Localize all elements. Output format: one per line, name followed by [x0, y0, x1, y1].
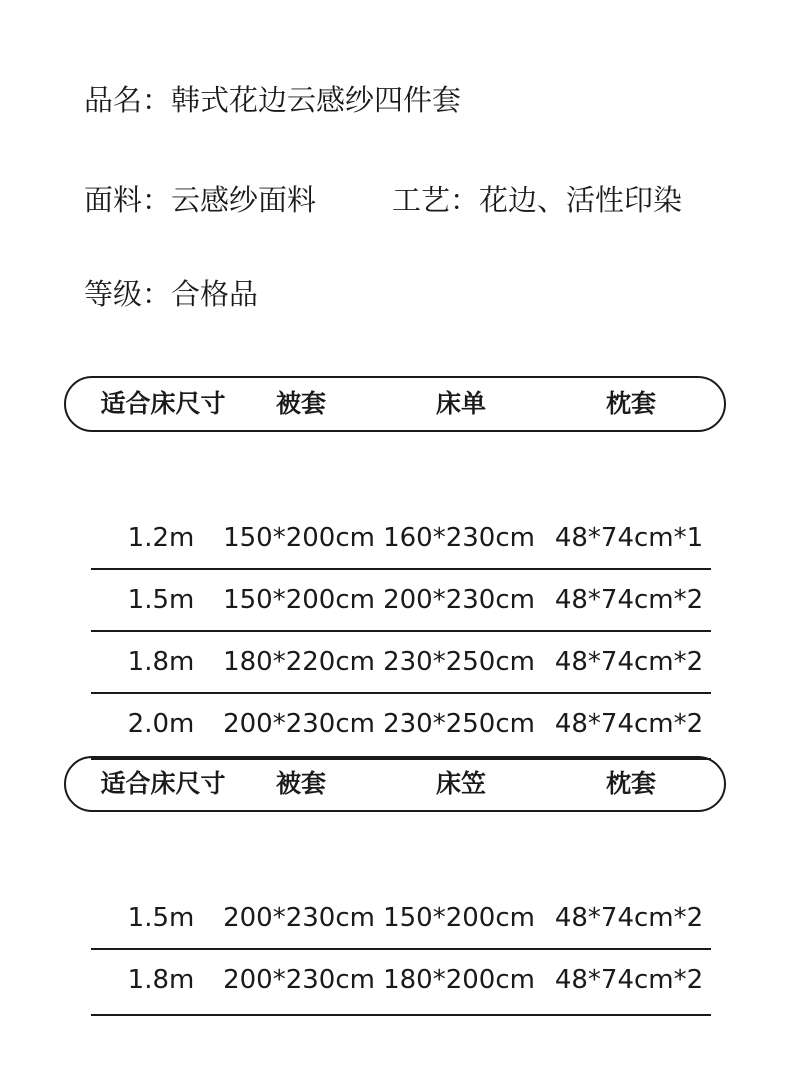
craft-line: [392, 182, 682, 218]
cell-pillowcase: 48*74cm*1: [554, 523, 704, 553]
cell-fitted-sheet: 180*200cm: [383, 965, 535, 995]
cell-bed-size: 1.5m: [127, 903, 195, 933]
size-table-fitted-sheet: [64, 756, 726, 995]
cell-pillowcase: 48*74cm*2: [554, 903, 704, 933]
table-row: [91, 632, 711, 694]
craft-label: 工艺：: [392, 183, 480, 217]
cell-pillowcase: 48*74cm*2: [554, 965, 704, 995]
cell-bed-size: 1.2m: [127, 523, 195, 553]
grade-line: [84, 276, 258, 312]
cell-duvet-cover: 200*230cm: [223, 709, 375, 739]
cell-flat-sheet: 200*230cm: [383, 585, 535, 615]
header-duvet-cover: 被套: [275, 769, 326, 798]
fabric-line: [84, 182, 316, 218]
fabric-label: 面料：: [84, 183, 172, 217]
header-duvet-cover: 被套: [275, 389, 326, 418]
cell-fitted-sheet: 150*200cm: [383, 903, 535, 933]
grade-label: 等级：: [84, 277, 172, 311]
table-row: [91, 888, 711, 950]
cell-bed-size: 1.5m: [127, 585, 195, 615]
size-table-flat-sheet: [64, 376, 726, 739]
cell-bed-size: 2.0m: [127, 709, 195, 739]
cell-duvet-cover: 150*200cm: [223, 585, 375, 615]
table-header: [64, 376, 726, 432]
cell-bed-size: 1.8m: [127, 965, 195, 995]
header-bed-size: 适合床尺寸: [100, 389, 226, 418]
cell-flat-sheet: 230*250cm: [383, 709, 535, 739]
cell-bed-size: 1.8m: [127, 647, 195, 677]
cell-duvet-cover: 150*200cm: [223, 523, 375, 553]
product-name-label: 品名：: [84, 83, 172, 117]
cell-pillowcase: 48*74cm*2: [554, 709, 704, 739]
cell-duvet-cover: 200*230cm: [223, 903, 375, 933]
cell-pillowcase: 48*74cm*2: [554, 647, 704, 677]
table-row: [91, 508, 711, 570]
cell-pillowcase: 48*74cm*2: [554, 585, 704, 615]
table-row: [91, 570, 711, 632]
craft-value: 花边、活性印染: [479, 183, 683, 217]
header-fitted-sheet: 床笠: [435, 769, 486, 798]
header-flat-sheet: 床单: [435, 389, 486, 418]
cell-flat-sheet: 160*230cm: [383, 523, 535, 553]
header-pillowcase: 枕套: [605, 389, 656, 418]
cell-duvet-cover: 180*220cm: [223, 647, 375, 677]
table-row: [91, 694, 711, 760]
cell-flat-sheet: 230*250cm: [383, 647, 535, 677]
table-row: [91, 950, 711, 1016]
header-pillowcase: 枕套: [605, 769, 656, 798]
fabric-value: 云感纱面料: [171, 183, 317, 217]
header-bed-size: 适合床尺寸: [100, 769, 226, 798]
cell-duvet-cover: 200*230cm: [223, 965, 375, 995]
table-header: [64, 756, 726, 812]
grade-value: 合格品: [171, 277, 259, 311]
product-name-line: [84, 82, 461, 118]
product-name-value: 韩式花边云感纱四件套: [171, 83, 462, 117]
